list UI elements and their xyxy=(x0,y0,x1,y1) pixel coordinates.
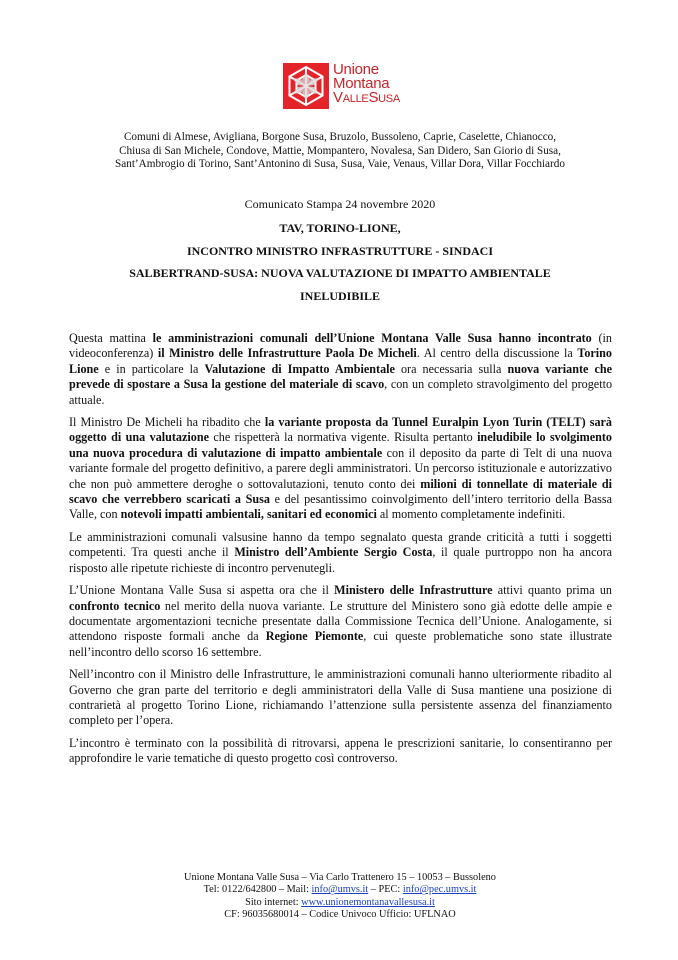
paragraph xyxy=(69,736,612,767)
logo-line-unione: Unione xyxy=(333,61,379,78)
body-text: . Al centro della discussione la xyxy=(416,346,578,361)
comuni-line: Chiusa di San Michele, Condove, Mattie, Mompantero, Novalesa, San Didero, San Giorio di Susa, xyxy=(119,144,561,157)
footer-address: Unione Montana Valle Susa – Via Carlo Trattenero 15 – 10053 – Bussoleno xyxy=(184,872,496,883)
body-text: , il quale purtroppo non ha ancora risposto alle ripetute richieste di incontro pervenutegli. xyxy=(69,545,613,575)
logo-line-montana: Montana xyxy=(333,75,390,92)
emphasis-text: notevoli impatti ambientali, sanitari ed economici xyxy=(120,507,377,522)
emphasis-text: il Ministro delle Infrastrutture Paola De Micheli xyxy=(157,346,417,361)
footer-fiscal-code: CF: 96035680014 – Codice Univoco Ufficio: UFLNAO xyxy=(224,909,456,921)
body-text: nel merito della nuova variante. Le strutture del Ministero sono già edotte delle ampie e documentate argomentazioni tecniche presentate dalla Commissione Tecnica dell’Unione. Analogamente, si attendono risposte formali anche da xyxy=(69,598,612,644)
body-text: con il deposito da parte di Telt di una nuova variante formale del progetto definitivo, a parere degli amministratori. Un percorso istituzionale e autorizzativo che non può ammettere deroghe o sottovalutazioni, tenuto conto dei xyxy=(69,445,612,491)
body-text: che rispetterà la normativa vigente. Risulta pertanto xyxy=(208,430,478,445)
paragraph xyxy=(69,415,612,523)
emphasis-text: Regione Piemonte xyxy=(265,629,364,644)
headline-line: INELUDIBILE xyxy=(299,289,381,303)
body-text: L’incontro è terminato con la possibilità di ritrovarsi, appena le prescrizioni sanitarie, lo consentiranno per approfondire le varie tematiche di questo progetto così controverso. xyxy=(69,735,612,766)
body-text: ora necessaria sulla xyxy=(394,361,508,376)
emphasis-text: nuova variante che prevede di spostare a Susa la gestione del materiale di scavo xyxy=(69,361,613,392)
paragraph xyxy=(69,331,612,408)
headline-line: TAV, TORINO-LIONE, xyxy=(279,221,401,235)
paragraph xyxy=(69,667,612,729)
emphasis-text: Torino Lione xyxy=(69,346,612,376)
body-text: (in videoconferenza) xyxy=(69,331,612,361)
emphasis-text: Valutazione di Impatto Ambientale xyxy=(204,361,395,376)
body-text: Il Ministro De Micheli ha ribadito che xyxy=(69,415,265,430)
emphasis-text: ineludibile lo svolgimento una nuova procedura di valutazione di impatto ambientale xyxy=(69,430,612,460)
pec-link[interactable]: info@pec.umvs.it xyxy=(402,884,477,896)
body-text: , cui queste problematiche sono state illustrate nell’incontro dello scorso 16 settembre. xyxy=(69,629,613,659)
member-municipalities xyxy=(60,131,620,172)
body-text: al momento completamente indefiniti. xyxy=(376,507,566,522)
paragraph xyxy=(69,583,612,660)
body-text: Questa mattina xyxy=(69,331,153,345)
tel-label: Tel: 0122/642800 – Mail: xyxy=(203,884,312,896)
press-release-dateline: Comunicato Stampa 24 novembre 2020 xyxy=(244,197,436,211)
footer-contacts xyxy=(60,884,620,896)
emphasis-text: milioni di tonnellate di materiale di scavo che verrebbero scaricati a Susa xyxy=(69,476,612,507)
emphasis-text: confronto tecnico xyxy=(69,598,161,613)
body-text: e in particolare la xyxy=(98,361,205,376)
logo-letter: S xyxy=(368,89,379,106)
logo-line-valle-susa xyxy=(333,91,400,106)
logo xyxy=(283,63,403,115)
logo-wordmark xyxy=(333,63,400,106)
body-text: L’Unione Montana Valle Susa si aspetta ora che il xyxy=(69,583,335,598)
site-label: Sito internet: xyxy=(245,896,302,908)
paragraph xyxy=(69,530,612,576)
article-body xyxy=(69,331,612,774)
emphasis-text: Ministro dell’Ambiente Sergio Costa xyxy=(234,545,433,560)
emphasis-text: le amministrazioni comunali dell’Unione Montana Valle Susa hanno incontrato xyxy=(152,331,592,345)
emphasis-text: Ministero delle Infrastrutture xyxy=(334,583,493,598)
headline-line: SALBERTRAND-SUSA: NUOVA VALUTAZIONE DI IMPATTO AMBIENTALE xyxy=(129,266,551,280)
comuni-line: Comuni di Almese, Avigliana, Borgone Susa, Bruzolo, Bussoleno, Caprie, Caselette, Chianocco, xyxy=(123,131,557,143)
logo-letters: ALLE xyxy=(342,93,369,105)
comuni-line: Sant’Ambrogio di Torino, Sant’Antonino di Susa, Susa, Vaie, Venaus, Villar Dora, Villar Focchiardo xyxy=(115,158,565,171)
body-text: attivi quanto prima un xyxy=(492,583,613,598)
headline-line: INCONTRO MINISTRO INFRASTRUTTURE - SINDACI xyxy=(186,244,494,258)
pec-label: – PEC: xyxy=(368,884,403,896)
body-text: e del pesantissimo coinvolgimento dell’intero territorio della Bassa Valle, con xyxy=(69,492,612,522)
emphasis-text: la variante proposta da Tunnel Euralpin Lyon Turin (TELT) sarà oggetto di una valutazione xyxy=(69,415,612,445)
body-text: Nell’incontro con il Ministro delle Infrastrutture, le amministrazioni comunali hanno ulteriormente ribadito al Governo che gran parte del territorio e degli amministratori della Valle di Susa mantiene una posizione di contrarietà al progetto Torino Lione, richiamando l’attenzione sulla persistente assenza del finanziamento completo per l’opera. xyxy=(69,667,612,728)
footer-website xyxy=(60,897,620,909)
logo-letters: USA xyxy=(378,93,400,105)
website-link[interactable]: www.unionemontanavallesusa.it xyxy=(301,896,435,908)
body-text: Le amministrazioni comunali valsusine hanno da tempo segnalato questa grande criticità a tutti i soggetti competenti. Tra questi anche il xyxy=(69,529,612,560)
logo-letter: V xyxy=(333,89,343,106)
body-text: , con un completo stravolgimento del progetto attuale. xyxy=(69,377,613,407)
star-emblem-icon xyxy=(283,63,329,109)
letterhead-footer xyxy=(60,872,620,922)
mail-link[interactable]: info@umvs.it xyxy=(311,884,369,896)
